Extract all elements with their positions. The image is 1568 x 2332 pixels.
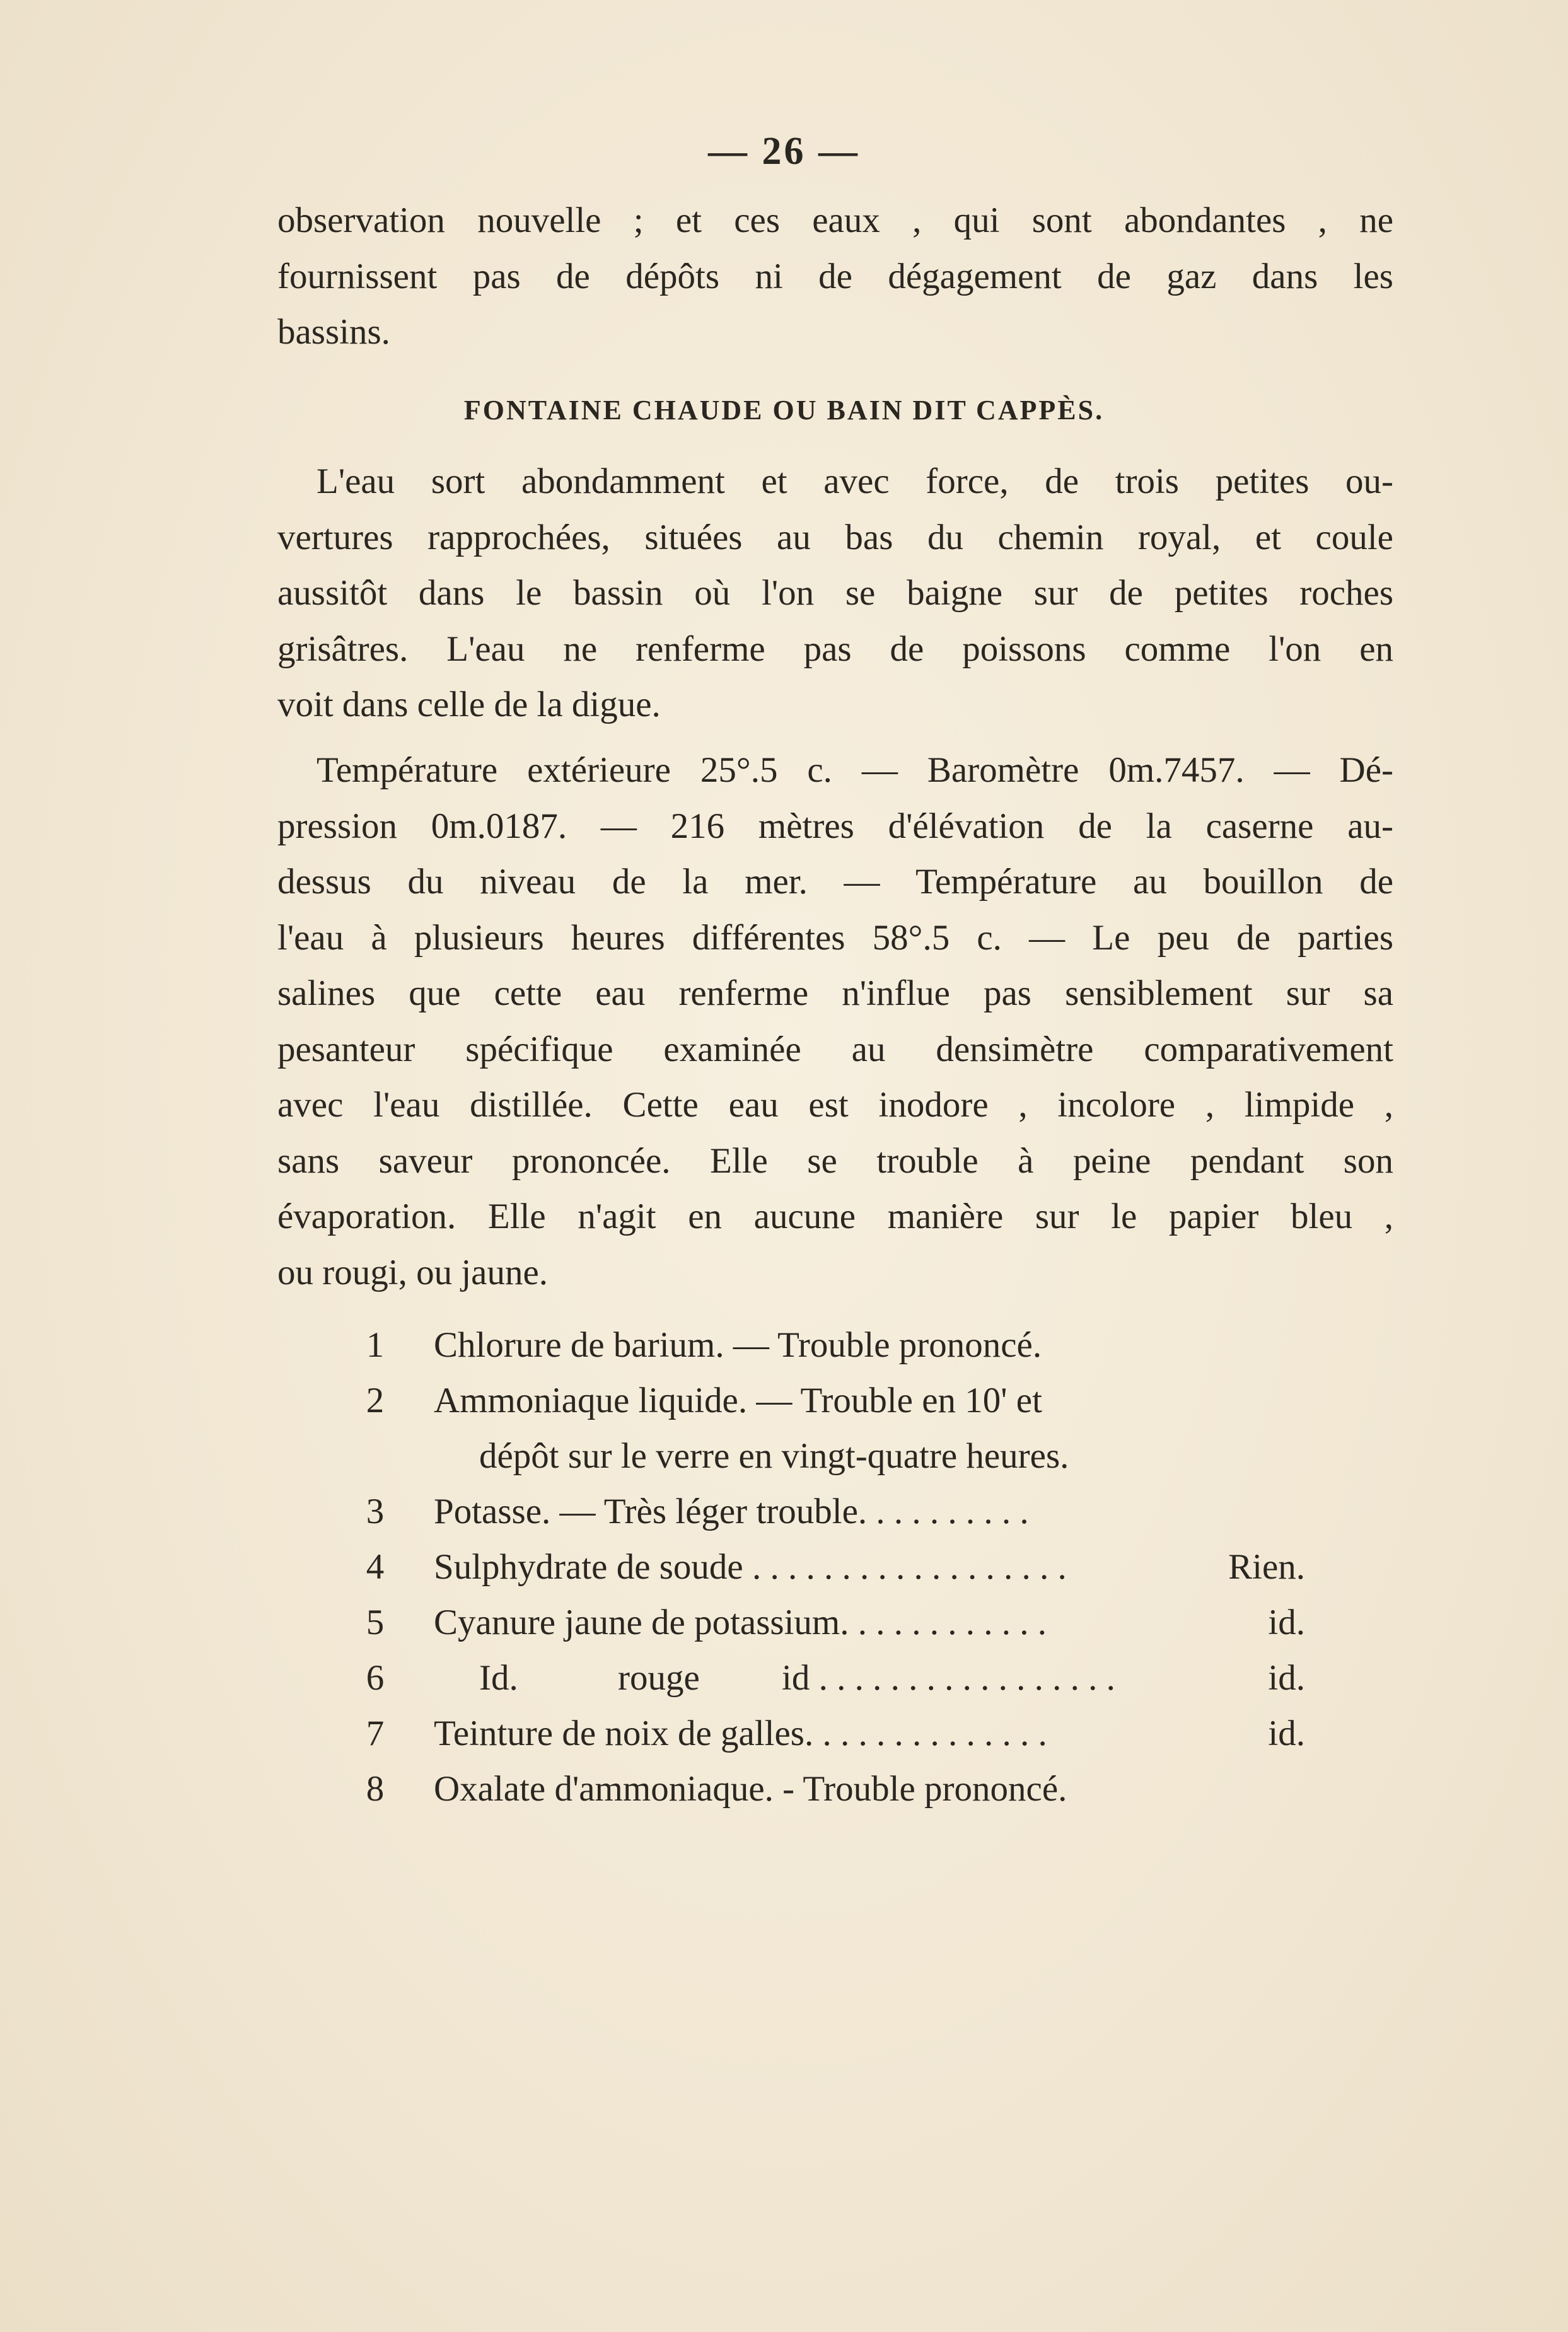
paragraph-measurements bbox=[277, 743, 1393, 1301]
test-result: id. bbox=[1268, 1714, 1305, 1753]
text-line: dessus du niveau de la mer. — Température au bouillon de bbox=[277, 862, 1393, 902]
test-row bbox=[359, 1761, 1318, 1817]
test-label: dépôt sur le verre en vingt-quatre heures. bbox=[479, 1436, 1069, 1476]
test-label-variant: rouge bbox=[618, 1658, 700, 1698]
text-line: pression 0m.0187. — 216 mètres d'élévation de la caserne au- bbox=[277, 806, 1393, 846]
test-row bbox=[359, 1540, 1318, 1595]
test-label: Chlorure de barium. — Trouble prononcé. bbox=[434, 1325, 1042, 1365]
page-number: — 26 — bbox=[708, 130, 860, 173]
text-line: voit dans celle de la digue. bbox=[277, 685, 661, 724]
test-row bbox=[359, 1318, 1318, 1373]
text-line: aussitôt dans le bassin où l'on se baigne sur de petites roches bbox=[277, 573, 1393, 613]
test-number: 6 bbox=[366, 1658, 385, 1698]
test-result: id. bbox=[1268, 1658, 1305, 1698]
test-row bbox=[359, 1484, 1318, 1540]
test-label: Id. bbox=[479, 1658, 518, 1698]
test-label: Ammoniaque liquide. — Trouble en 10' et bbox=[434, 1381, 1042, 1420]
intro-paragraph bbox=[277, 193, 1393, 361]
text-line: salines que cette eau renferme n'influe pas sensiblement sur sa bbox=[277, 973, 1393, 1013]
test-number: 1 bbox=[366, 1325, 385, 1365]
test-row bbox=[359, 1650, 1318, 1706]
test-label-reference: id . . . . . . . . . . . . . . . . . bbox=[782, 1658, 1115, 1698]
test-row bbox=[359, 1373, 1318, 1429]
text-line: sans saveur prononcée. Elle se trouble à peine pendant son bbox=[277, 1140, 1393, 1181]
section-heading: FONTAINE CHAUDE OU BAIN DIT CAPPÈS. bbox=[463, 395, 1105, 426]
text-line: bassins. bbox=[277, 312, 390, 352]
text-line: grisâtres. L'eau ne renferme pas de poissons comme l'on en bbox=[277, 629, 1393, 669]
test-row-continuation bbox=[359, 1429, 1318, 1484]
text-line: pesanteur spécifique examinée au densimètre comparativement bbox=[277, 1029, 1393, 1069]
test-number: 3 bbox=[366, 1492, 385, 1531]
text-line: Température extérieure 25°.5 c. — Baromètre 0m.7457. — Dé- bbox=[317, 750, 1393, 790]
test-result: Rien. bbox=[1228, 1547, 1305, 1587]
test-number: 8 bbox=[366, 1769, 385, 1809]
paragraph-source bbox=[277, 454, 1393, 733]
text-line: évaporation. Elle n'agit en aucune manière sur le papier bleu , bbox=[277, 1197, 1393, 1236]
text-line: L'eau sort abondamment et avec force, de trois petites ou- bbox=[317, 461, 1393, 501]
test-label: Cyanure jaune de potassium. . . . . . . . . . . . bbox=[434, 1603, 1047, 1642]
test-label: Oxalate d'ammoniaque. - Trouble prononcé. bbox=[434, 1769, 1067, 1809]
test-label: Teinture de noix de galles. . . . . . . . . . . . . . bbox=[434, 1714, 1047, 1753]
text-line: fournissent pas de dépôts ni de dégagement de gaz dans les bbox=[277, 256, 1393, 296]
test-number: 4 bbox=[366, 1547, 385, 1587]
test-number: 2 bbox=[366, 1381, 385, 1420]
reagent-tests-list bbox=[359, 1318, 1318, 1817]
test-number: 7 bbox=[366, 1714, 385, 1753]
text-line: avec l'eau distillée. Cette eau est inodore , incolore , limpide , bbox=[277, 1085, 1393, 1125]
text-line: observation nouvelle ; et ces eaux , qui sont abondantes , ne bbox=[277, 200, 1393, 240]
text-line: vertures rapprochées, situées au bas du chemin royal, et coule bbox=[277, 517, 1393, 557]
test-row bbox=[359, 1595, 1318, 1650]
test-number: 5 bbox=[366, 1603, 385, 1642]
test-row bbox=[359, 1706, 1318, 1761]
test-label: Sulphydrate de soude . . . . . . . . . . . . . . . . . . bbox=[434, 1547, 1067, 1587]
test-result: id. bbox=[1268, 1603, 1305, 1642]
test-label: Potasse. — Très léger trouble. . . . . . . . . . bbox=[434, 1492, 1029, 1531]
text-line: l'eau à plusieurs heures différentes 58°.5 c. — Le peu de parties bbox=[277, 917, 1393, 958]
text-line: ou rougi, ou jaune. bbox=[277, 1252, 549, 1292]
